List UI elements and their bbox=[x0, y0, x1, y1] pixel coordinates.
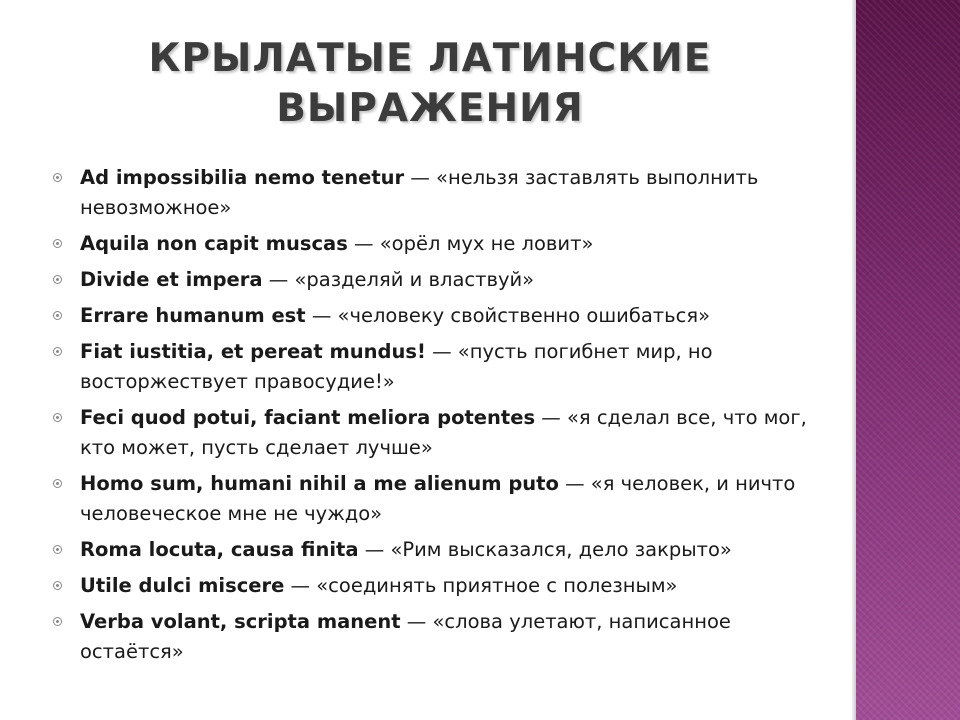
latin-phrase: Fiat iustitia, et pereat mundus! bbox=[80, 340, 426, 363]
list-item bbox=[50, 607, 810, 667]
title-line-1: КРЫЛАТЫЕ ЛАТИНСКИЕ bbox=[148, 36, 712, 81]
phrase-translation: — «слова улетают, написанное остаётся» bbox=[80, 610, 731, 663]
list-item bbox=[50, 535, 810, 565]
bullet-icon bbox=[53, 479, 62, 488]
bullet-icon bbox=[53, 275, 62, 284]
phrases-list bbox=[50, 163, 810, 673]
latin-phrase: Ad impossibilia nemo tenetur bbox=[80, 166, 405, 189]
list-item bbox=[50, 337, 810, 397]
phrase-translation: — «соединять приятное с полезным» bbox=[284, 574, 678, 597]
list-item bbox=[50, 571, 810, 601]
list-item bbox=[50, 403, 810, 463]
list-item bbox=[50, 469, 810, 529]
latin-phrase: Verba volant, scripta manent bbox=[80, 610, 401, 633]
bullet-icon bbox=[53, 413, 62, 422]
latin-phrase: Homo sum, humani nihil a me alienum puto bbox=[80, 472, 559, 495]
bullet-icon bbox=[53, 617, 62, 626]
slide-title bbox=[130, 34, 730, 134]
bullet-icon bbox=[53, 347, 62, 356]
list-item bbox=[50, 229, 810, 259]
latin-phrase: Utile dulci miscere bbox=[80, 574, 285, 597]
phrase-translation: — «я человек, и ничто человеческое мне не чуждо» bbox=[80, 472, 796, 525]
bullet-icon bbox=[53, 311, 62, 320]
phrase-translation: — «нельзя заставлять выполнить невозможное» bbox=[80, 166, 759, 219]
decorative-side-bar bbox=[856, 0, 960, 720]
phrase-translation: — «Рим высказался, дело закрыто» bbox=[358, 538, 732, 561]
latin-phrase: Feci quod potui, faciant meliora potentes bbox=[80, 406, 536, 429]
bullet-icon bbox=[53, 581, 62, 590]
list-item bbox=[50, 301, 810, 331]
phrase-translation: — «пусть погибнет мир, но восторжествует правосудие!» bbox=[80, 340, 713, 393]
phrase-translation: — «орёл мух не ловит» bbox=[347, 232, 594, 255]
phrase-translation: — «разделяй и властвуй» bbox=[262, 268, 535, 291]
phrase-translation: — «человеку свойственно ошибаться» bbox=[305, 304, 711, 327]
bullet-icon bbox=[53, 173, 62, 182]
list-item bbox=[50, 163, 810, 223]
title-line-2: ВЫРАЖЕНИЯ bbox=[276, 86, 584, 131]
latin-phrase: Errare humanum est bbox=[80, 304, 306, 327]
phrase-translation: — «я сделал все, что мог, кто может, пусть сделает лучше» bbox=[80, 406, 807, 459]
latin-phrase: Roma locuta, causa finita bbox=[80, 538, 359, 561]
list-item bbox=[50, 265, 810, 295]
bullet-icon bbox=[53, 239, 62, 248]
latin-phrase: Divide et impera bbox=[80, 268, 263, 291]
bullet-icon bbox=[53, 545, 62, 554]
latin-phrase: Aquila non capit muscas bbox=[80, 232, 348, 255]
